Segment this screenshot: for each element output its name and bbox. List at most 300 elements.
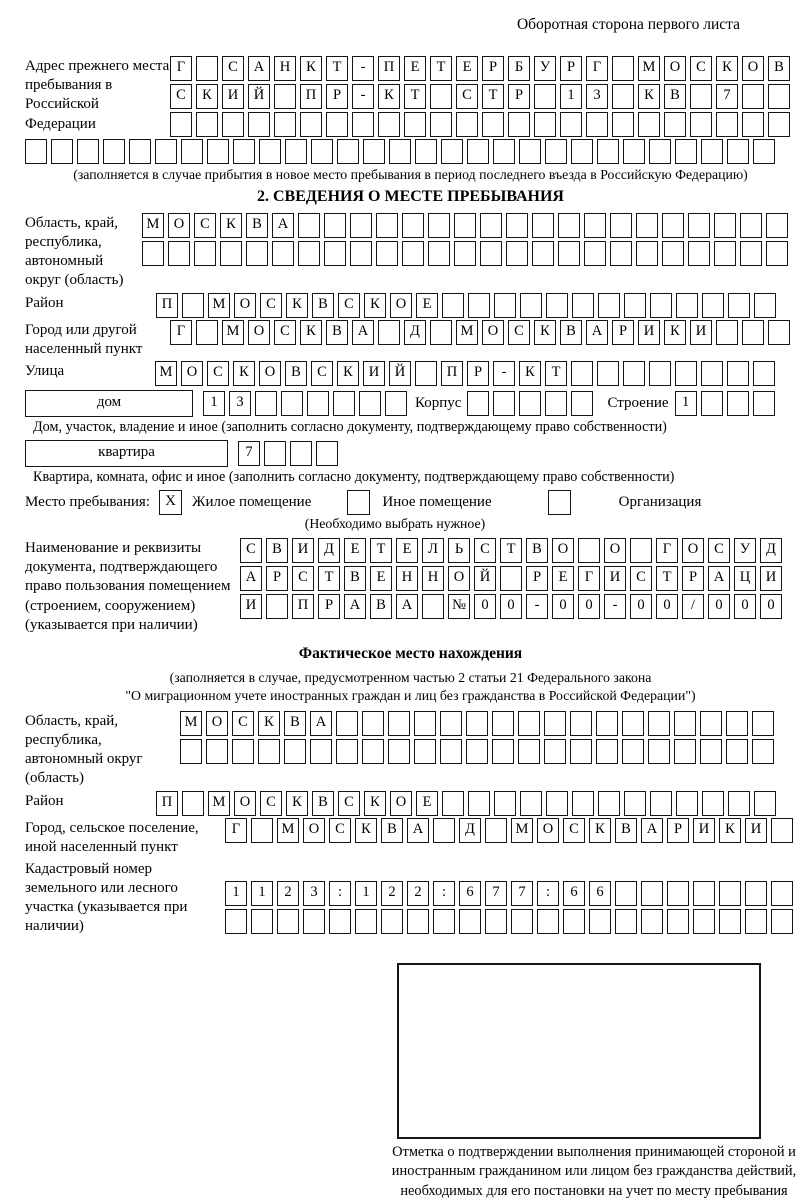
form-cell[interactable] [768,84,790,109]
form-cell[interactable] [596,739,618,764]
form-cell[interactable]: Е [416,293,438,318]
form-cell[interactable]: С [456,84,478,109]
form-cell[interactable]: П [441,361,463,386]
form-cell[interactable] [362,711,384,736]
form-cell[interactable] [222,112,244,137]
form-cell[interactable] [753,361,775,386]
form-cell[interactable]: Т [545,361,567,386]
form-cell[interactable] [468,791,490,816]
form-cell[interactable] [329,909,351,934]
form-cell[interactable] [77,139,99,164]
form-cell[interactable] [534,112,556,137]
form-cell[interactable]: О [664,56,686,81]
form-cell[interactable] [728,293,750,318]
form-cell[interactable]: Т [326,56,348,81]
form-cell[interactable] [442,293,464,318]
form-cell[interactable] [182,293,204,318]
form-cell[interactable]: С [194,213,216,238]
form-cell[interactable]: О [448,566,470,591]
form-cell[interactable] [622,711,644,736]
form-cell[interactable] [246,241,268,266]
form-cell[interactable] [300,112,322,137]
form-cell[interactable] [675,139,697,164]
form-cell[interactable]: О [234,791,256,816]
form-cell[interactable] [571,361,593,386]
form-cell[interactable] [610,241,632,266]
form-cell[interactable]: В [326,320,348,345]
form-cell[interactable] [727,361,749,386]
form-cell[interactable]: С [690,56,712,81]
form-cell[interactable]: С [708,538,730,563]
form-cell[interactable] [362,739,384,764]
form-cell[interactable] [754,293,776,318]
form-cell[interactable]: С [274,320,296,345]
form-cell[interactable]: О [604,538,626,563]
form-cell[interactable]: 3 [303,881,325,906]
form-cell[interactable]: Е [404,56,426,81]
form-cell[interactable]: М [208,293,230,318]
form-cell[interactable] [274,112,296,137]
form-cell[interactable] [251,818,273,843]
form-cell[interactable] [766,213,788,238]
form-cell[interactable]: К [300,320,322,345]
form-cell[interactable] [170,112,192,137]
form-cell[interactable]: 7 [511,881,533,906]
form-cell[interactable]: С [292,566,314,591]
form-cell[interactable] [430,320,452,345]
form-cell[interactable] [388,711,410,736]
form-cell[interactable] [402,241,424,266]
form-cell[interactable]: / [682,594,704,619]
form-cell[interactable] [220,241,242,266]
form-cell[interactable]: - [352,84,374,109]
form-cell[interactable]: А [240,566,262,591]
form-cell[interactable] [700,739,722,764]
form-cell[interactable] [281,391,303,416]
form-cell[interactable]: Й [474,566,496,591]
form-cell[interactable]: Б [508,56,530,81]
form-cell[interactable] [572,293,594,318]
form-cell[interactable]: А [352,320,374,345]
form-cell[interactable] [428,213,450,238]
form-cell[interactable] [752,739,774,764]
form-cell[interactable] [168,241,190,266]
form-cell[interactable] [676,791,698,816]
form-cell[interactable]: С [222,56,244,81]
form-cell[interactable] [714,213,736,238]
form-cell[interactable]: 6 [589,881,611,906]
form-cell[interactable] [259,139,281,164]
form-cell[interactable]: П [156,293,178,318]
form-cell[interactable]: П [156,791,178,816]
form-cell[interactable]: С [508,320,530,345]
form-cell[interactable]: И [292,538,314,563]
form-cell[interactable]: Н [396,566,418,591]
form-cell[interactable] [324,241,346,266]
form-cell[interactable]: 0 [474,594,496,619]
form-cell[interactable]: 3 [586,84,608,109]
form-cell[interactable] [745,881,767,906]
checkbox-organization[interactable] [548,490,571,515]
form-cell[interactable] [610,213,632,238]
house-type-box[interactable]: дом [25,390,193,417]
form-cell[interactable]: С [338,791,360,816]
form-cell[interactable] [155,139,177,164]
form-cell[interactable]: Т [482,84,504,109]
form-cell[interactable]: Г [578,566,600,591]
form-cell[interactable] [485,909,507,934]
form-cell[interactable]: - [352,56,374,81]
form-cell[interactable] [728,791,750,816]
form-cell[interactable] [702,791,724,816]
form-cell[interactable]: Д [459,818,481,843]
form-cell[interactable] [623,139,645,164]
form-cell[interactable] [570,711,592,736]
form-cell[interactable]: Т [404,84,426,109]
form-cell[interactable] [336,739,358,764]
form-cell[interactable]: И [222,84,244,109]
form-cell[interactable]: Е [552,566,574,591]
form-cell[interactable] [546,791,568,816]
form-cell[interactable]: Й [389,361,411,386]
form-cell[interactable] [544,711,566,736]
form-cell[interactable]: 1 [675,391,697,416]
form-cell[interactable] [196,112,218,137]
form-cell[interactable]: В [312,791,334,816]
form-cell[interactable]: 3 [229,391,251,416]
form-cell[interactable] [467,391,489,416]
form-cell[interactable]: В [526,538,548,563]
form-cell[interactable] [624,293,646,318]
form-cell[interactable]: Е [456,56,478,81]
form-cell[interactable]: У [534,56,556,81]
form-cell[interactable]: В [615,818,637,843]
form-cell[interactable] [500,566,522,591]
form-cell[interactable]: С [260,293,282,318]
form-cell[interactable] [649,139,671,164]
form-cell[interactable] [624,791,646,816]
form-cell[interactable] [534,84,556,109]
form-cell[interactable] [414,739,436,764]
form-cell[interactable] [742,84,764,109]
form-cell[interactable] [623,361,645,386]
form-cell[interactable] [207,139,229,164]
form-cell[interactable]: Е [416,791,438,816]
form-cell[interactable]: Р [318,594,340,619]
form-cell[interactable]: М [155,361,177,386]
form-cell[interactable]: - [604,594,626,619]
form-cell[interactable]: К [664,320,686,345]
form-cell[interactable] [441,139,463,164]
form-cell[interactable] [771,818,793,843]
form-cell[interactable]: А [407,818,429,843]
form-cell[interactable] [298,241,320,266]
form-cell[interactable] [662,213,684,238]
form-cell[interactable] [597,361,619,386]
form-cell[interactable] [506,213,528,238]
form-cell[interactable]: № [448,594,470,619]
form-cell[interactable] [194,241,216,266]
form-cell[interactable]: К [719,818,741,843]
form-cell[interactable] [454,241,476,266]
form-cell[interactable] [753,391,775,416]
form-cell[interactable] [674,711,696,736]
form-cell[interactable] [480,213,502,238]
form-cell[interactable] [537,909,559,934]
form-cell[interactable]: К [196,84,218,109]
form-cell[interactable] [674,739,696,764]
form-cell[interactable] [467,139,489,164]
form-cell[interactable]: И [760,566,782,591]
form-cell[interactable]: В [246,213,268,238]
form-cell[interactable]: П [292,594,314,619]
form-cell[interactable] [508,112,530,137]
form-cell[interactable] [768,112,790,137]
form-cell[interactable]: : [329,881,351,906]
form-cell[interactable]: К [638,84,660,109]
form-cell[interactable]: О [742,56,764,81]
form-cell[interactable] [103,139,125,164]
form-cell[interactable] [586,112,608,137]
form-cell[interactable] [494,791,516,816]
form-cell[interactable]: М [456,320,478,345]
form-cell[interactable] [716,112,738,137]
form-cell[interactable] [667,909,689,934]
form-cell[interactable]: С [563,818,585,843]
form-cell[interactable]: Е [396,538,418,563]
form-cell[interactable] [350,241,372,266]
form-cell[interactable] [248,112,270,137]
form-cell[interactable]: У [734,538,756,563]
form-cell[interactable] [518,711,540,736]
form-cell[interactable] [310,739,332,764]
form-cell[interactable] [285,139,307,164]
form-cell[interactable] [598,293,620,318]
form-cell[interactable] [740,241,762,266]
form-cell[interactable]: Л [422,538,444,563]
form-cell[interactable]: А [344,594,366,619]
form-cell[interactable]: О [206,711,228,736]
form-cell[interactable] [456,112,478,137]
form-cell[interactable]: 0 [708,594,730,619]
form-cell[interactable] [615,909,637,934]
form-cell[interactable] [690,84,712,109]
form-cell[interactable] [560,112,582,137]
form-cell[interactable] [430,112,452,137]
form-cell[interactable]: В [344,566,366,591]
form-cell[interactable]: 0 [578,594,600,619]
form-cell[interactable] [274,84,296,109]
form-cell[interactable]: М [638,56,660,81]
form-cell[interactable] [333,391,355,416]
form-cell[interactable] [459,909,481,934]
form-cell[interactable] [277,909,299,934]
form-cell[interactable] [480,241,502,266]
form-cell[interactable]: Т [656,566,678,591]
form-cell[interactable] [520,293,542,318]
checkbox-residential[interactable]: X [159,490,182,515]
form-cell[interactable] [129,139,151,164]
form-cell[interactable] [324,213,346,238]
form-cell[interactable]: С [311,361,333,386]
form-cell[interactable]: Г [586,56,608,81]
form-cell[interactable]: 7 [238,441,260,466]
form-cell[interactable]: 2 [381,881,403,906]
form-cell[interactable] [742,112,764,137]
form-cell[interactable] [385,391,407,416]
form-cell[interactable] [584,213,606,238]
form-cell[interactable] [433,909,455,934]
form-cell[interactable] [466,739,488,764]
form-cell[interactable]: К [258,711,280,736]
form-cell[interactable]: : [433,881,455,906]
form-cell[interactable]: В [285,361,307,386]
form-cell[interactable]: Р [526,566,548,591]
form-cell[interactable]: С [170,84,192,109]
form-cell[interactable] [641,881,663,906]
form-cell[interactable]: С [630,566,652,591]
form-cell[interactable]: М [208,791,230,816]
form-cell[interactable] [376,241,398,266]
form-cell[interactable] [532,241,554,266]
form-cell[interactable]: К [355,818,377,843]
form-cell[interactable] [389,139,411,164]
form-cell[interactable] [740,213,762,238]
form-cell[interactable] [727,391,749,416]
form-cell[interactable] [641,909,663,934]
form-cell[interactable] [493,391,515,416]
form-cell[interactable] [612,56,634,81]
form-cell[interactable] [675,361,697,386]
form-cell[interactable]: П [378,56,400,81]
form-cell[interactable]: И [745,818,767,843]
form-cell[interactable]: 1 [225,881,247,906]
form-cell[interactable]: И [240,594,262,619]
form-cell[interactable] [440,739,462,764]
form-cell[interactable]: О [482,320,504,345]
form-cell[interactable]: Р [612,320,634,345]
form-cell[interactable] [771,881,793,906]
form-cell[interactable] [650,293,672,318]
form-cell[interactable] [311,139,333,164]
form-cell[interactable]: Р [508,84,530,109]
form-cell[interactable]: Г [170,320,192,345]
form-cell[interactable] [532,213,554,238]
form-cell[interactable] [232,739,254,764]
form-cell[interactable] [258,739,280,764]
form-cell[interactable]: В [381,818,403,843]
form-cell[interactable]: А [641,818,663,843]
form-cell[interactable]: Р [266,566,288,591]
form-cell[interactable]: О [259,361,281,386]
form-cell[interactable] [597,139,619,164]
form-cell[interactable] [376,213,398,238]
form-cell[interactable] [700,711,722,736]
form-cell[interactable]: Р [467,361,489,386]
form-cell[interactable] [667,881,689,906]
form-cell[interactable]: 0 [552,594,574,619]
form-cell[interactable]: Т [500,538,522,563]
form-cell[interactable]: Д [404,320,426,345]
form-cell[interactable] [518,739,540,764]
form-cell[interactable]: В [284,711,306,736]
form-cell[interactable] [727,139,749,164]
form-cell[interactable]: С [207,361,229,386]
form-cell[interactable] [648,739,670,764]
form-cell[interactable] [584,241,606,266]
form-cell[interactable] [466,711,488,736]
form-cell[interactable]: Р [326,84,348,109]
form-cell[interactable]: 7 [716,84,738,109]
form-cell[interactable] [726,739,748,764]
form-cell[interactable]: А [248,56,270,81]
form-cell[interactable] [572,791,594,816]
form-cell[interactable] [407,909,429,934]
form-cell[interactable]: О [181,361,203,386]
form-cell[interactable]: Н [274,56,296,81]
form-cell[interactable]: - [526,594,548,619]
form-cell[interactable] [693,881,715,906]
form-cell[interactable]: А [708,566,730,591]
form-cell[interactable] [196,56,218,81]
form-cell[interactable]: С [232,711,254,736]
form-cell[interactable]: О [552,538,574,563]
form-cell[interactable] [428,241,450,266]
form-cell[interactable]: К [378,84,400,109]
form-cell[interactable] [745,909,767,934]
form-cell[interactable] [352,112,374,137]
form-cell[interactable] [494,293,516,318]
form-cell[interactable] [511,909,533,934]
form-cell[interactable]: С [329,818,351,843]
form-cell[interactable] [485,818,507,843]
form-cell[interactable]: М [511,818,533,843]
form-cell[interactable] [442,791,464,816]
form-cell[interactable] [290,441,312,466]
form-cell[interactable]: К [364,791,386,816]
form-cell[interactable]: К [337,361,359,386]
form-cell[interactable] [688,241,710,266]
form-cell[interactable] [350,213,372,238]
form-cell[interactable] [701,391,723,416]
form-cell[interactable] [701,139,723,164]
form-cell[interactable]: К [286,791,308,816]
form-cell[interactable] [690,112,712,137]
form-cell[interactable] [25,139,47,164]
form-cell[interactable]: М [222,320,244,345]
form-cell[interactable] [454,213,476,238]
form-cell[interactable] [433,818,455,843]
form-cell[interactable]: О [390,293,412,318]
form-cell[interactable] [482,112,504,137]
form-cell[interactable] [402,213,424,238]
form-cell[interactable]: К [233,361,255,386]
form-cell[interactable]: А [272,213,294,238]
form-cell[interactable] [719,909,741,934]
form-cell[interactable] [492,739,514,764]
form-cell[interactable]: М [180,711,202,736]
form-cell[interactable] [468,293,490,318]
form-cell[interactable] [546,293,568,318]
form-cell[interactable]: И [690,320,712,345]
form-cell[interactable]: 0 [760,594,782,619]
form-cell[interactable]: Ь [448,538,470,563]
form-cell[interactable] [558,213,580,238]
form-cell[interactable] [630,538,652,563]
form-cell[interactable] [520,791,542,816]
form-cell[interactable] [688,213,710,238]
form-cell[interactable]: В [266,538,288,563]
